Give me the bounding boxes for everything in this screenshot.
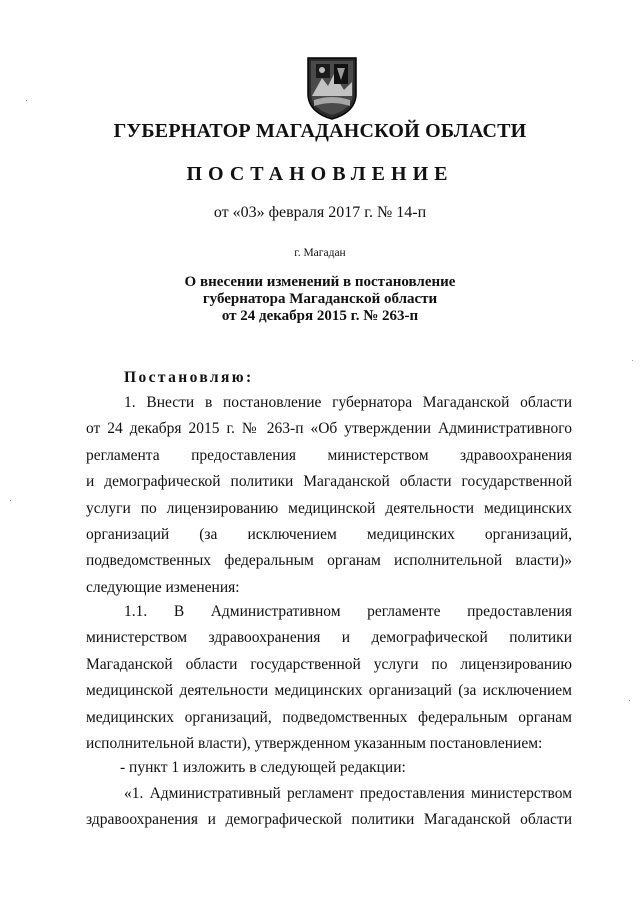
text-line: 1.1. В Административном регламенте предоставления	[124, 603, 572, 620]
paragraph-1	[86, 390, 572, 601]
scan-speck	[629, 700, 630, 701]
text-line: от 24 декабря 2015 г. № 263-п «Об утверждении Административного	[86, 420, 572, 438]
document-subject	[0, 274, 640, 325]
text-line: 1. Внести в постановление губернатора Магаданской области	[124, 394, 572, 411]
document-date-number: от «03» февраля 2017 г. № 14-п	[213, 204, 427, 221]
text-line: медицинской деятельности медицинских организаций (за исключением	[86, 682, 572, 700]
text-line: следующие изменения:	[86, 578, 240, 596]
coat-of-arms-icon	[304, 56, 360, 120]
scan-speck	[26, 100, 27, 101]
scan-speck	[10, 500, 11, 501]
text-line: «1. Административный регламент предоставления министерством	[124, 785, 572, 802]
document-type: ПОСТАНОВЛЕНИЕ	[186, 163, 454, 185]
text-line: и демографической политики Магаданской области государственной	[86, 473, 572, 491]
quoted-paragraph	[86, 781, 572, 834]
resolve-heading: Постановляю:	[124, 369, 254, 386]
subject-line: губернатора Магаданской области	[202, 291, 438, 307]
subject-line: от 24 декабря 2015 г. № 263-п	[221, 308, 419, 324]
document-city: г. Магадан	[294, 247, 346, 259]
authority-title: ГУБЕРНАТОР МАГАДАНСКОЙ ОБЛАСТИ	[113, 120, 527, 142]
text-line: исполнительной власти), утвержденном указанным постановлением:	[86, 734, 543, 752]
text-line: министерством здравоохранения и демографической политики	[86, 629, 572, 647]
text-line: подведомственных федеральным органам исполнительной власти)»	[86, 552, 572, 570]
subject-line: О внесении изменений в постановление	[184, 274, 456, 290]
scan-speck	[632, 360, 633, 361]
text-line: - пункт 1 изложить в следующей редакции:	[120, 759, 406, 776]
paragraph-1-1	[86, 599, 572, 757]
text-line: Магаданской области государственной услуги по лицензированию	[86, 655, 572, 673]
text-line: организаций (за исключением медицинских организаций,	[86, 525, 572, 543]
dash-item	[86, 755, 572, 781]
text-line: здравоохранения и демографической политики Магаданской области	[86, 811, 572, 829]
text-line: услуги по лицензированию медицинской деятельности медицинских	[86, 499, 572, 517]
text-line: регламента предоставления министерством здравоохранения	[86, 446, 572, 464]
text-line: медицинских организаций, подведомственных федеральным органам	[86, 708, 572, 726]
